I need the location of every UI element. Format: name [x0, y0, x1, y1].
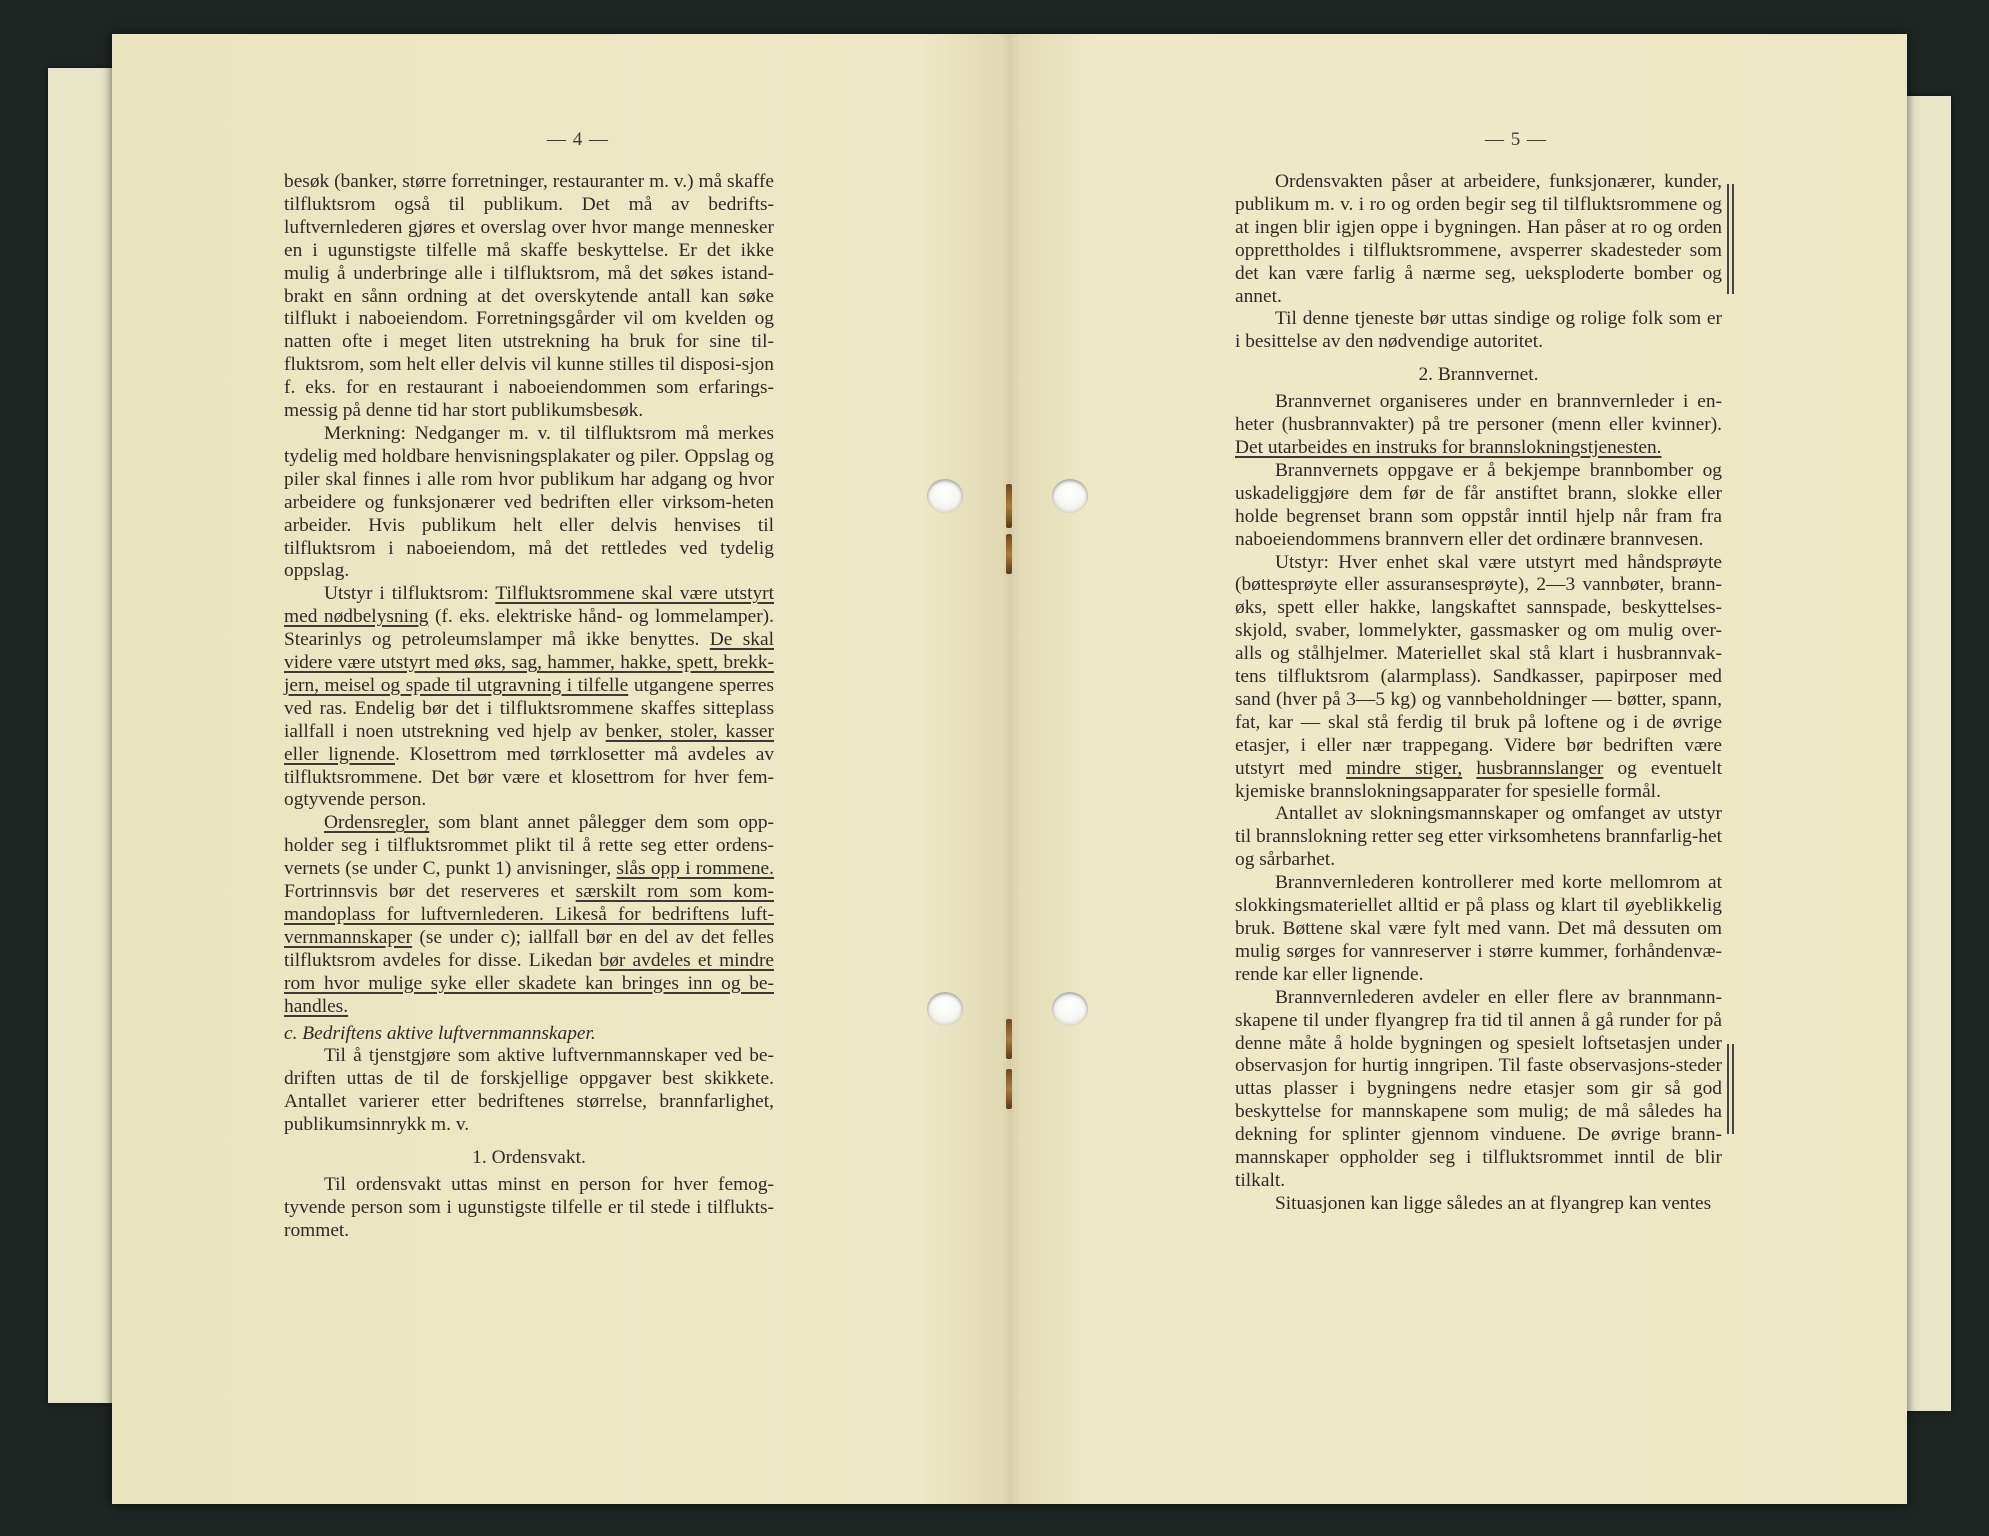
text: (f. eks. elektriske hånd- og lommelamper). Stearinlys og petroleumslamper må ikke benyttes.	[284, 606, 774, 651]
left-page-body	[284, 171, 774, 1243]
underlined-text: mindre stiger,	[1346, 757, 1463, 779]
section-heading: 1. Ordensvakt.	[472, 1147, 586, 1169]
underlined-text: særskilt rom som kom-mandoplass for luftvernlederen. Likeså for bedriftens luft-vernmannskaper	[284, 881, 774, 948]
underlined-text: bør avdeles et mindre rom hvor mulige syke eller skadete kan bringes inn og be-handles.	[284, 949, 775, 1017]
right-page	[1010, 34, 1907, 1504]
section-heading: 2. Brannvernet.	[1418, 364, 1539, 386]
paragraph: Merkning: Nedganger m. v. til tilfluktsrom må merkes tydelig med holdbare henvisningsplakater og piler. Oppslag og piler skal finnes i alle rom hvor publikum har adgang og hvor arbeidere og funksjonærer ved bedriften eller virksom-heten arbeider. Hvis publikum helt eller delvis henvises til tilfluktsrom i naboeiendom, må det rettledes ved tydelig oppslag.	[284, 422, 774, 582]
paragraph: Brannvernlederen avdeler en eller flere av brannmann-skapene til under flyangrep fra tid til annen å gå runder for på denne måte å holde bygningen og spesielt loftsetasjen under observasjon for hurtig inngripen. Til faste observasjons-steder uttas plasser i bygningens nedre etasjer som gir så god beskyttelse for mannskapene som mulig; de må således ha dekning for splinter gjennom vinduene. De øvrige brann-mannskaper oppholder seg i tilfluktsrommet inntil de blir tilkalt.	[1235, 986, 1722, 1191]
paragraph: Til ordensvakt uttas minst en person for hver femog-tyvende person som i ugunstigste tilfelle er til stede i tilflukts-rommet.	[284, 1173, 774, 1241]
text: . Klosettrom med tørrklosetter må avdeles av tilfluktsrommene. Det bør være et klosettrom for hver fem-ogtyvende person.	[284, 743, 775, 811]
underlined-text: Tilfluktsrommene skal være utstyrt med nødbelysning	[284, 583, 774, 628]
left-page	[112, 34, 1009, 1504]
paragraph: Til denne tjeneste bør uttas sindige og rolige folk som er i besittelse av den nødvendige autoritet.	[1235, 308, 1722, 353]
margin-mark	[1732, 184, 1734, 294]
text: Fortrinnsvis bør det reserveres et	[284, 881, 576, 903]
text	[1462, 758, 1476, 779]
paragraph: besøk (banker, større forretninger, restauranter m. v.) må skaffe tilfluktsrom også til publikum. Det må av bedrifts-luftvernlederen gjøres et overslag over hvor mange mennesker en i ugunstigste tilfelle må skaffe beskyttelse. Er det ikke mulig å underbringe alle i tilfluktsrom, må det søkes istand-brakt en sånn ordning at det overskytende antall kan søke tilflukt i naboeiendom. Forretningsgårder vil om kvelden og natten ofte i meget liten utstrekning ha bruk for sine til-fluktsrom, som helt eller delvis vil kunne stilles til disposi-sjon f. eks. for en restaurant i naboeiendommen som erfarings-messig på denne tid har stort publikumsbesøk.	[284, 171, 775, 422]
underlined-text: Ordensregler,	[324, 812, 430, 834]
paragraph: Antallet av slokningsmannskaper og omfanget av utstyr til brannslokning retter seg etter virksomhetens brannfarlig-het og sårbarhet.	[1235, 803, 1722, 871]
underlined-text: husbrannslanger	[1476, 757, 1604, 779]
underlined-text: De skal videre være utstyrt med øks, sag, hammer, hakke, spett, brekk-jern, meisel og spade til utgravning i tilfelle	[284, 629, 774, 696]
text: Utstyr i tilfluktsrom:	[324, 583, 496, 605]
paragraph: Til å tjenstgjøre som aktive luftvernmannskaper ved be-driften uttas de til de forskjellige oppgaver best skikkete. Antallet varierer etter bedriftenes størrelse, brannfarlighet, publikumsinnrykk m. v.	[284, 1045, 774, 1136]
margin-mark	[1727, 1044, 1729, 1134]
underlined-text: Det utarbeides en instruks for brannslokningstjenesten.	[1235, 436, 1662, 458]
paragraph: Brannvernlederen kontrollerer med korte mellomrom at slokkingsmateriellet alltid er på plass og klart til øyeblikkelig bruk. Bøttene skal være fylt med vann. Det må dessuten om mulig sørges for vannreserver i større kummer, forhåndenvæ-rende kar eller lignende.	[1235, 872, 1722, 985]
text: utgangene sperres ved ras. Endelig bør det i tilfluktsrommene skaffes sitteplass iallfall i noen utstrekning ved hjelp av	[284, 674, 774, 742]
section-subheading: c. Bedriftens aktive luftvernmannskaper.	[284, 1022, 596, 1044]
page-number-left: — 4 —	[547, 129, 609, 150]
margin-mark	[1727, 184, 1729, 294]
text: (se under c); iallfall bør en del av det felles tilfluktsrom avdeles for disse. Likedan	[284, 926, 774, 971]
punch-hole	[927, 992, 963, 1026]
text: Utstyr: Hver enhet skal være utstyrt med håndsprøyte (bøttesprøyte eller assuransesprøyte), 2—3 vannbøter, brann-øks, spett eller hakke, langskaftet sannspade, beskyttelses-skjold, svaber, lommelykter, gassmasker og om mulig over-alls og stålhjelmer. Materiellet skal stå klart i husbrannvak-tens tilfluktsrom (alarmplass). Sandkasser, papirposer med sand (hver på 3—5 kg) og vannbeholdninger — bøtter, spann, fat, kar — skal stå ferdig til bruk på loftene og i de øvrige etasjer, i eller nær trappegang. Videre bør bedriften være utstyrt med	[1235, 551, 1722, 779]
page-number-right: — 5 —	[1485, 129, 1547, 150]
text: og eventuelt kjemiske brannslokningsapparater for spesielle formål.	[1235, 757, 1722, 802]
text: som blant annet pålegger dem som opp-holder seg i tilfluktsrommet plikt til å rette seg etter ordens-vernets (se under C, punkt 1) anvisninger,	[284, 812, 774, 880]
right-page-body	[1235, 171, 1722, 1216]
paragraph: Ordensvakten påser at arbeidere, funksjonærer, kunder, publikum m. v. i ro og orden begir seg til tilfluktsrommene og at ingen blir igjen oppe i bygningen. Han påser at ro og orden opprettholdes i tilfluktsrommene, avsperrer skadesteder som det kan være farlig å nærme seg, ueksploderte bomber og annet.	[1235, 171, 1722, 307]
paragraph: Brannvernets oppgave er å bekjempe brannbomber og uskadeliggjøre dem før de får anstiftet brann, slokke eller holde begrenset brann som oppstår inntil hjelp når fram fra naboeiendommens brannvern eller det ordinære brannvesen.	[1235, 459, 1722, 550]
underlined-text: slås opp i rommene.	[616, 858, 774, 880]
paragraph-ordensregler	[284, 812, 774, 1018]
paragraph: Situasjonen kan ligge således an at flyangrep kan ventes	[1275, 1192, 1712, 1214]
margin-mark	[1732, 1044, 1734, 1134]
document-spread	[112, 34, 1907, 1504]
text: Brannvernet organiseres under en brannvernleder i en-heter (husbrannvakter) på tre personer (menn eller kvinner).	[1235, 391, 1722, 436]
underlined-text: benker, stoler, kasser eller lignende	[284, 720, 774, 765]
paragraph-utstyr	[284, 583, 774, 812]
paragraph	[1235, 391, 1722, 460]
paragraph	[1235, 552, 1722, 804]
punch-hole	[927, 479, 963, 513]
